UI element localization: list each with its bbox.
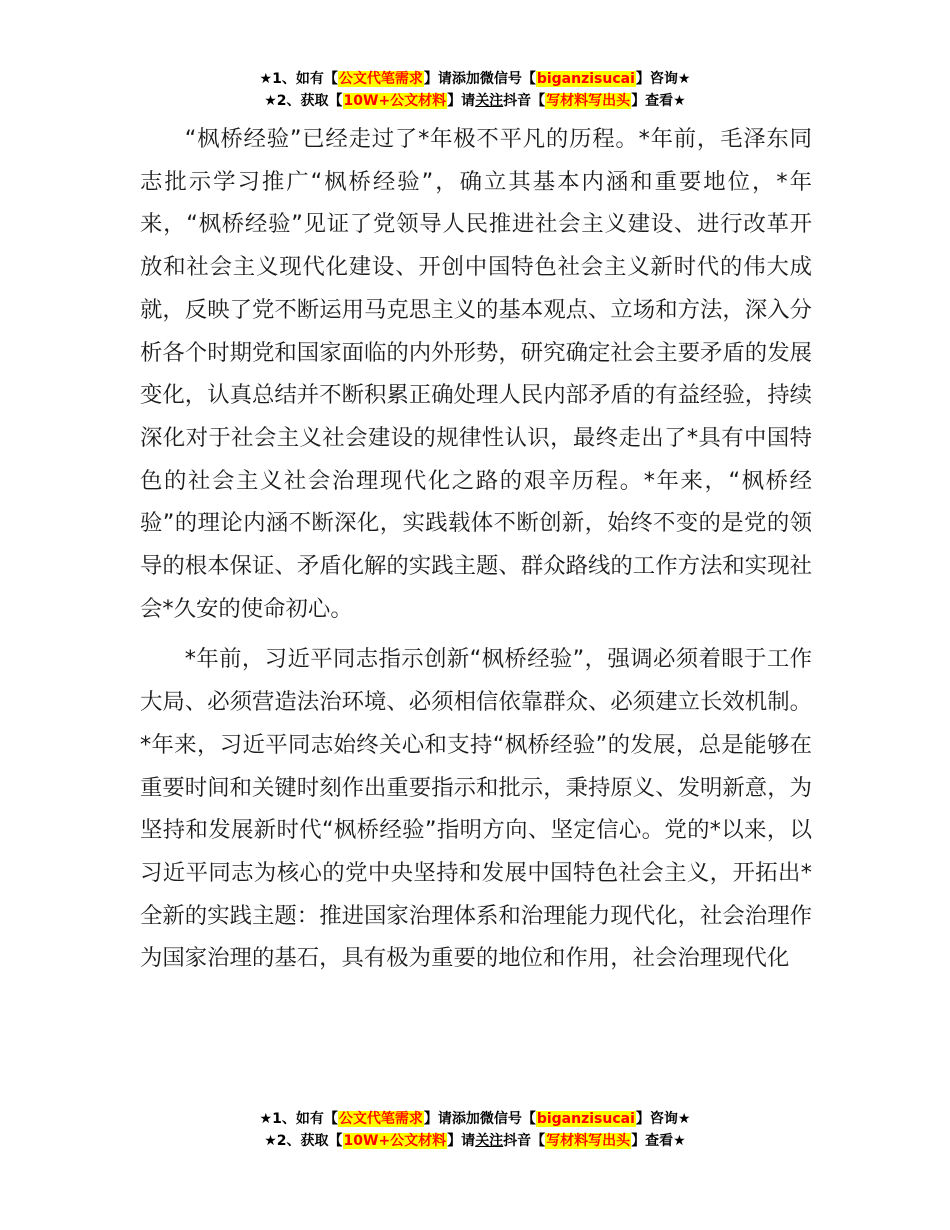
banner-line-2-mid1: 】请 bbox=[447, 93, 476, 109]
footer-line-1 bbox=[0, 1108, 950, 1130]
underlined-follow: 关注 bbox=[475, 93, 504, 109]
footer-banner bbox=[0, 1108, 950, 1152]
banner-line-2-suffix: 】查看★ bbox=[631, 93, 686, 109]
banner-line-1-suffix: 】咨询★ bbox=[635, 71, 691, 87]
document-body bbox=[140, 118, 812, 980]
banner-line-1 bbox=[0, 68, 950, 90]
footer-highlight-wechat-id: biganzisucai bbox=[536, 1111, 635, 1127]
footer-highlight-materials: 10W+公文材料 bbox=[343, 1133, 447, 1149]
footer-line-1-suffix: 】咨询★ bbox=[635, 1111, 691, 1127]
highlight-materials: 10W+公文材料 bbox=[343, 93, 447, 109]
header-banner bbox=[0, 68, 950, 112]
footer-line-2-mid1: 】请 bbox=[447, 1133, 476, 1149]
paragraph-2: *年前，习近平同志指示创新“枫桥经验”，强调必须着眼于工作大局、必须营造法治环境、必须相信依靠群众、必须建立长效机制。*年来，习近平同志始终关心和支持“枫桥经验”的发展，总是能够在重要时间和关键时刻作出重要指示和批示，秉持原义、发明新意，为坚持和发展新时代“枫桥经验”指明方向、坚定信心。党的*以来，以习近平同志为核心的党中央坚持和发展中国特色社会主义，开拓出*全新的实践主题：推进国家治理体系和治理能力现代化，社会治理作为国家治理的基石，具有极为重要的地位和作用，社会治理现代化 bbox=[140, 646, 812, 972]
paragraph-1: “枫桥经验”已经走过了*年极不平凡的历程。*年前，毛泽东同志批示学习推广“枫桥经验”，确立其基本内涵和重要地位，*年来，“枫桥经验”见证了党领导人民推进社会主义建设、进行改革开放和社会主义现代化建设、开创中国特色社会主义新时代的伟大成就，反映了党不断运用马克思主义的基本观点、立场和方法，深入分析各个时期党和国家面临的内外形势，研究确定社会主要矛盾的发展变化，认真总结并不断积累正确处理人民内部矛盾的有益经验，持续深化对于社会主义社会建设的规律性认识，最终走出了*具有中国特色的社会主义社会治理现代化之路的艰辛历程。*年来，“枫桥经验”的理论内涵不断深化，实践载体不断创新，始终不变的是党的领导的根本保证、矛盾化解的实践主题、群众路线的工作方法和实现社会*久安的使命初心。 bbox=[140, 126, 812, 622]
banner-line-2-mid2: 抖音【 bbox=[503, 93, 546, 109]
banner-line-2 bbox=[0, 90, 950, 112]
footer-line-1-mid: 】请添加微信号【 bbox=[423, 1111, 536, 1127]
highlight-ghostwriting: 公文代笔需求 bbox=[338, 71, 423, 87]
footer-underlined-follow: 关注 bbox=[475, 1133, 504, 1149]
footer-line-1-prefix: ★1、如有【 bbox=[259, 1111, 338, 1127]
footer-highlight-ghostwriting: 公文代笔需求 bbox=[338, 1111, 423, 1127]
highlight-douyin-account: 写材料写出头 bbox=[546, 93, 631, 109]
footer-line-2-suffix: 】查看★ bbox=[631, 1133, 686, 1149]
footer-line-2-prefix: ★2、获取【 bbox=[264, 1133, 343, 1149]
footer-line-2-mid2: 抖音【 bbox=[503, 1133, 546, 1149]
banner-line-1-prefix: ★1、如有【 bbox=[259, 71, 338, 87]
banner-line-1-mid: 】请添加微信号【 bbox=[423, 71, 536, 87]
footer-line-2 bbox=[0, 1130, 950, 1152]
footer-highlight-douyin-account: 写材料写出头 bbox=[546, 1133, 631, 1149]
highlight-wechat-id: biganzisucai bbox=[536, 71, 635, 87]
banner-line-2-prefix: ★2、获取【 bbox=[264, 93, 343, 109]
